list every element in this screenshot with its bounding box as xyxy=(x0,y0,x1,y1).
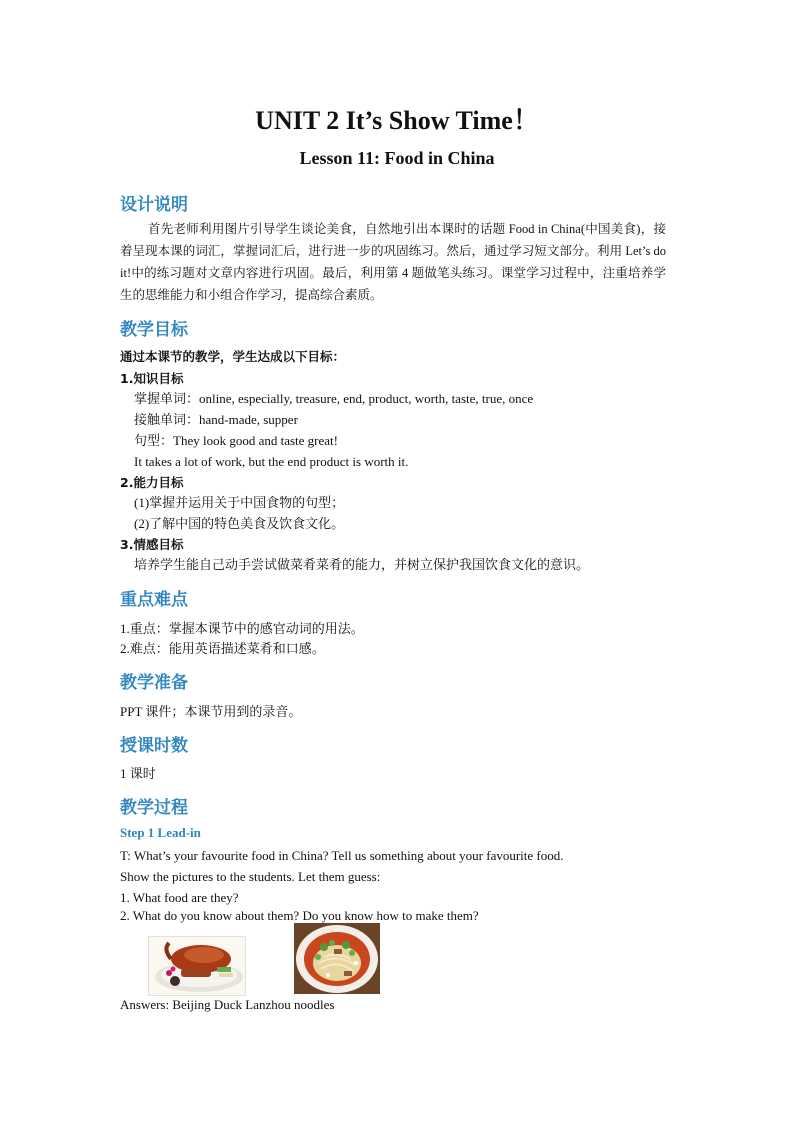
section-heading-objectives: 教学目标 xyxy=(120,320,188,340)
key-point-1: 1.重点：掌握本课节中的感官动词的用法。 xyxy=(120,621,364,636)
unit-title: UNIT 2 It’s Show Time！ xyxy=(255,106,539,135)
ability-item-1: (1)掌握并运用关于中国食物的句型； xyxy=(134,495,345,510)
section-heading-key-points: 重点难点 xyxy=(120,590,188,610)
master-words: 掌握单词：online, especially, treasure, end, product, worth, taste, true, once xyxy=(134,391,534,406)
section-heading-preparation: 教学准备 xyxy=(120,673,188,693)
ability-item-2: (2)了解中国的特色美食及饮食文化。 xyxy=(134,516,345,531)
guess-question-2: 2. What do you know about them? Do you know how to make them? xyxy=(120,908,479,923)
knowledge-label: 1.知识目标 xyxy=(120,371,184,386)
step-1-heading: Step 1 Lead-in xyxy=(120,825,201,840)
preparation-text: PPT 课件；本课节用到的录音。 xyxy=(120,704,302,719)
teacher-question: T: What’s your favourite food in China? Tell us something about your favourite food. xyxy=(120,848,564,863)
ability-label: 2.能力目标 xyxy=(120,475,184,490)
emotion-text: 培养学生能自己动手尝试做菜肴菜肴的能力，并树立保护我国饮食文化的意识。 xyxy=(134,557,590,572)
duck-illustration xyxy=(149,937,245,995)
noodles-illustration xyxy=(294,923,380,994)
design-paragraph: 首先老师利用图片引导学生谈论美食，自然地引出本课时的话题 Food in China(中国美食)，接着呈现本课的词汇，掌握词汇后，进行进一步的巩固练习。然后，通过学习短文部分。利用 Let’s do it!中的练习题对文章内容进行巩固。最后，利用第 4 题做笔头练习。课堂学习过程中，注重培养学生的思维能力和小组合作学习，提高综合素质。 xyxy=(120,222,666,302)
guess-question-1: 1. What food are they? xyxy=(120,890,239,905)
sentence-pattern-2: It takes a lot of work, but the end product is worth it. xyxy=(134,454,409,469)
objectives-intro: 通过本课节的教学，学生达成以下目标： xyxy=(120,349,346,364)
key-point-2: 2.难点：能用英语描述菜肴和口感。 xyxy=(120,641,325,656)
sentence-pattern-1: 句型：They look good and taste great! xyxy=(134,433,338,448)
instruction-line: Show the pictures to the students. Let them guess: xyxy=(120,869,381,884)
lesson-title: Lesson 11: Food in China xyxy=(299,148,495,168)
beijing-duck-image xyxy=(148,936,246,996)
lanzhou-noodles-image xyxy=(294,923,380,994)
emotion-label: 3.情感目标 xyxy=(120,537,184,552)
hours-text: 1 课时 xyxy=(120,766,156,781)
section-heading-hours: 授课时数 xyxy=(120,736,188,756)
section-heading-design: 设计说明 xyxy=(120,195,188,215)
answers-line: Answers: Beijing Duck Lanzhou noodles xyxy=(120,997,335,1012)
contact-words: 接触单词：hand-made, supper xyxy=(134,412,298,427)
section-heading-process: 教学过程 xyxy=(120,798,188,818)
